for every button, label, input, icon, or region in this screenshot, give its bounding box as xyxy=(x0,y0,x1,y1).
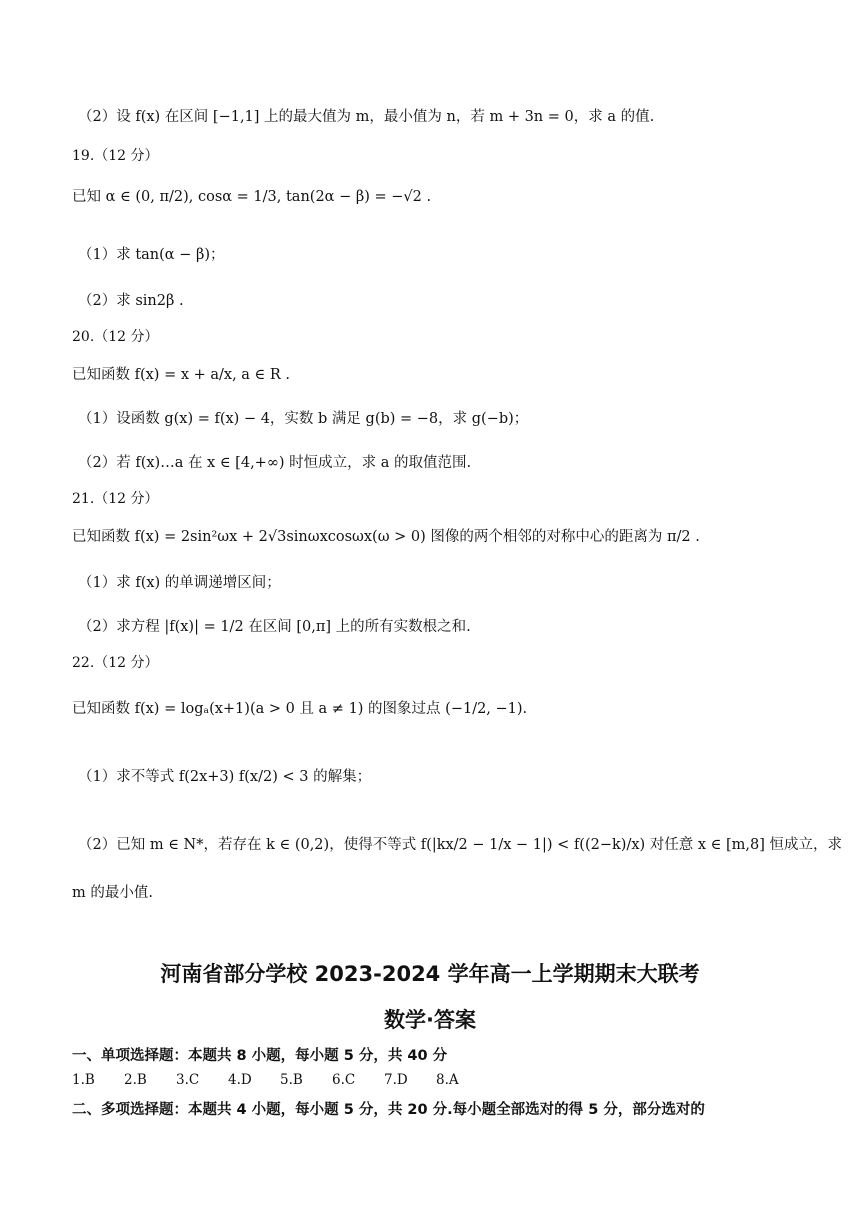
answer-item: 7.D xyxy=(384,1072,408,1088)
q22-header: 22.（12 分） xyxy=(72,655,159,671)
answer-item: 8.A xyxy=(436,1072,459,1088)
q22-part2: （2）已知 m ∈ N*，若存在 k ∈ (0,2)，使得不等式 f(|kx/2 − 1/x − 1|) < f((2−k)/x) 对任意 x ∈ [m,8] 恒成立，求 xyxy=(78,837,843,853)
answer-subtitle: 数学·答案 xyxy=(384,1008,476,1032)
q19-part1: （1）求 tan(α − β)； xyxy=(78,247,225,263)
q20-header: 20.（12 分） xyxy=(72,329,159,345)
answer-item: 5.B xyxy=(280,1072,303,1088)
q19-header: 19.（12 分） xyxy=(72,148,159,164)
answer-title: 河南省部分学校 2023-2024 学年高一上学期期末大联考 xyxy=(160,962,700,986)
q22-part1: （1）求不等式 f(2x+3) f(x/2) < 3 的解集； xyxy=(78,769,372,785)
answer-item: 2.B xyxy=(124,1072,147,1088)
answer-item: 1.B xyxy=(72,1072,95,1088)
q19-part2: （2）求 sin2β . xyxy=(78,293,184,309)
answer-item: 4.D xyxy=(228,1072,252,1088)
q18-part2: （2）设 f(x) 在区间 [−1,1] 上的最大值为 m，最小值为 n，若 m + 3n = 0，求 a 的值. xyxy=(78,109,655,125)
q20-part1: （1）设函数 g(x) = f(x) − 4，实数 b 满足 g(b) = −8，求 g(−b)； xyxy=(78,411,529,427)
section2-heading: 二、多项选择题：本题共 4 小题，每小题 5 分，共 20 分.每小题全部选对的得 5 分，部分选对的 xyxy=(72,1102,705,1118)
q21-part2: （2）求方程 |f(x)| = 1/2 在区间 [0,π] 上的所有实数根之和. xyxy=(78,619,471,635)
answer-item: 3.C xyxy=(176,1072,200,1088)
q20-part2: （2）若 f(x)…a 在 x ∈ [4,+∞) 时恒成立，求 a 的取值范围. xyxy=(78,455,472,471)
answer-item: 6.C xyxy=(332,1072,356,1088)
q19-stem: 已知 α ∈ (0, π/2), cosα = 1/3, tan(2α − β) = −√2 . xyxy=(72,189,432,205)
q21-header: 21.（12 分） xyxy=(72,491,159,507)
q20-stem: 已知函数 f(x) = x + a/x, a ∈ R . xyxy=(72,367,291,383)
answer-list xyxy=(72,1072,488,1088)
q22-stem: 已知函数 f(x) = logₐ(x+1)(a > 0 且 a ≠ 1) 的图象过点 (−1/2, −1). xyxy=(72,701,528,717)
q22-part2-cont: m 的最小值. xyxy=(72,885,153,901)
q21-part1: （1）求 f(x) 的单调递增区间； xyxy=(78,575,281,591)
q21-stem: 已知函数 f(x) = 2sin²ωx + 2√3sinωxcosωx(ω > 0) 图像的两个相邻的对称中心的距离为 π/2 . xyxy=(72,529,700,545)
section1-heading: 一、单项选择题：本题共 8 小题，每小题 5 分，共 40 分 xyxy=(72,1048,448,1064)
